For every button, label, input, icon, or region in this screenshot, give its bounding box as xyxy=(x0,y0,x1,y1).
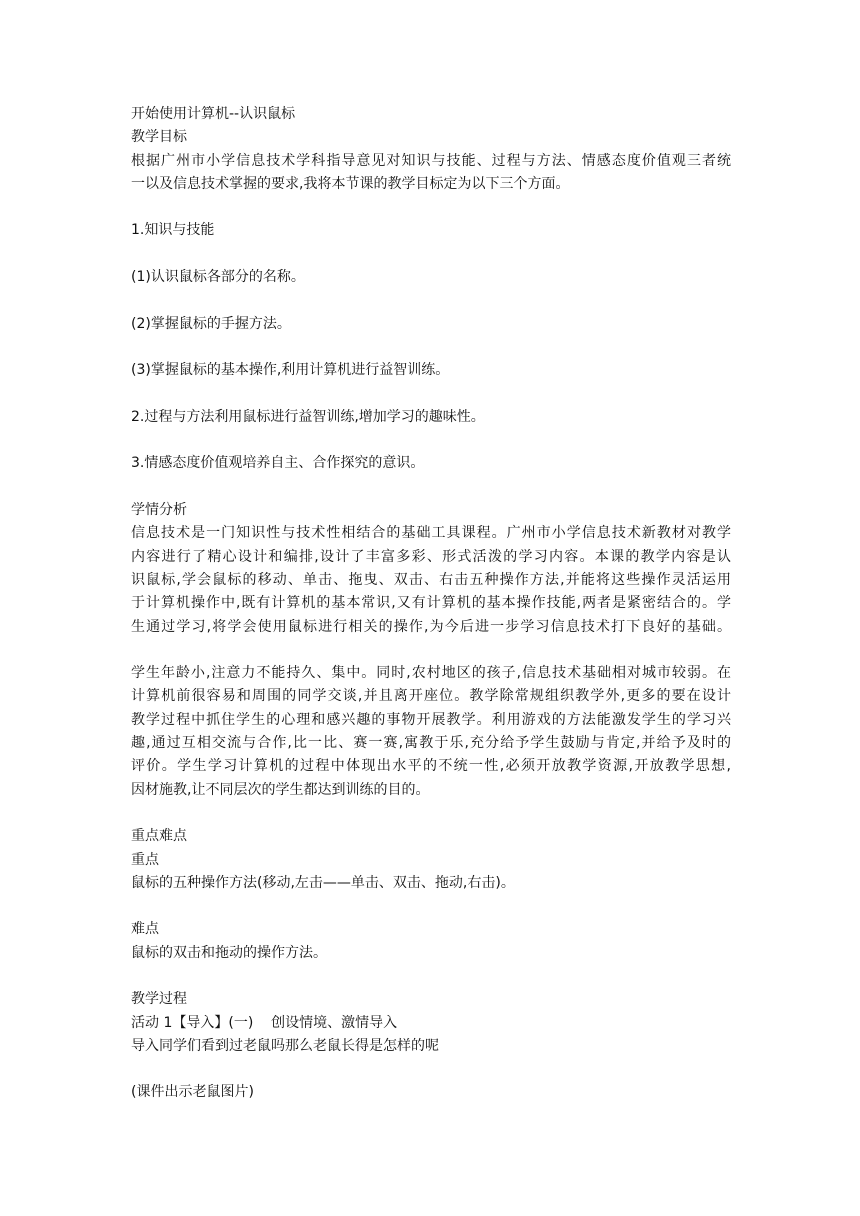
document-body xyxy=(131,103,731,1105)
analysis-paragraph-line: 趣,通过互相交流与合作,比一比、赛一赛,寓教于乐,充分给予学生鼓励与肯定,并给予及时的 xyxy=(131,735,731,752)
analysis-paragraph-line: 教学过程中抓住学生的心理和感兴趣的事物开展教学。利用游戏的方法能激发学生的学习兴 xyxy=(131,711,731,728)
key-text: 鼠标的五种操作方法(移动,左击——单击、双击、拖动,右击)。 xyxy=(131,874,515,891)
analysis-paragraph-line: 计算机前很容易和周围的同学交谈,并且离开座位。教学除常规组织教学外,更多的要在设计 xyxy=(131,688,731,705)
courseware-note: (课件出示老鼠图片) xyxy=(131,1084,254,1101)
analysis-paragraph-line: 信息技术是一门知识性与技术性相结合的基础工具课程。广州市小学信息技术新教材对教学 xyxy=(131,525,731,542)
difficult-label: 难点 xyxy=(131,921,159,938)
process-objective: 2.过程与方法利用鼠标进行益智训练,增加学习的趣味性。 xyxy=(131,408,485,425)
document-title: 开始使用计算机--认识鼠标 xyxy=(131,106,296,122)
objectives-intro-line: 根据广州市小学信息技术学科指导意见对知识与技能、过程与方法、情感态度价值观三者统 xyxy=(131,152,731,169)
objective-item: (2)掌握鼠标的手握方法。 xyxy=(131,315,291,332)
key-label: 重点 xyxy=(131,851,159,868)
analysis-paragraph-line: 生通过学习,将学会使用鼠标进行相关的操作,为今后进一步学习信息技术打下良好的基础。 xyxy=(131,618,731,635)
analysis-paragraph-line: 因材施教,让不同层次的学生都达到训练的目的。 xyxy=(131,781,430,798)
objective-item: (3)掌握鼠标的基本操作,利用计算机进行益智训练。 xyxy=(131,362,450,379)
analysis-heading: 学情分析 xyxy=(131,502,187,519)
activity-intro: 导入同学们看到过老鼠吗那么老鼠长得是怎样的呢 xyxy=(131,1037,439,1054)
difficult-text: 鼠标的双击和拖动的操作方法。 xyxy=(131,944,327,961)
analysis-paragraph-line: 学生年龄小,注意力不能持久、集中。同时,农村地区的孩子,信息技术基础相对城市较弱。在 xyxy=(131,665,731,682)
objectives-intro-line: 一以及信息技术掌握的要求,我将本节课的教学目标定为以下三个方面。 xyxy=(131,175,570,192)
objective-item: (1)认识鼠标各部分的名称。 xyxy=(131,269,305,286)
analysis-paragraph-line: 内容进行了精心设计和编排,设计了丰富多彩、形式活泼的学习内容。本课的教学内容是认 xyxy=(131,548,731,565)
keypoints-heading: 重点难点 xyxy=(131,828,187,845)
activity-title: 活动 1【导入】(一) 创设情境、激情导入 xyxy=(131,1014,398,1031)
emotion-objective: 3.情感态度价值观培养自主、合作探究的意识。 xyxy=(131,455,425,472)
knowledge-heading: 1.知识与技能 xyxy=(131,222,215,239)
analysis-paragraph-line: 于计算机操作中,既有计算机的基本常识,又有计算机的基本操作技能,两者是紧密结合的。学 xyxy=(131,595,731,612)
objectives-heading: 教学目标 xyxy=(131,129,187,146)
analysis-paragraph-line: 评价。学生学习计算机的过程中体现出水平的不统一性,必须开放教学资源,开放教学思想, xyxy=(131,758,731,775)
process-heading: 教学过程 xyxy=(131,991,187,1008)
analysis-paragraph-line: 识鼠标,学会鼠标的移动、单击、拖曳、双击、右击五种操作方法,并能将这些操作灵活运用 xyxy=(131,571,731,588)
